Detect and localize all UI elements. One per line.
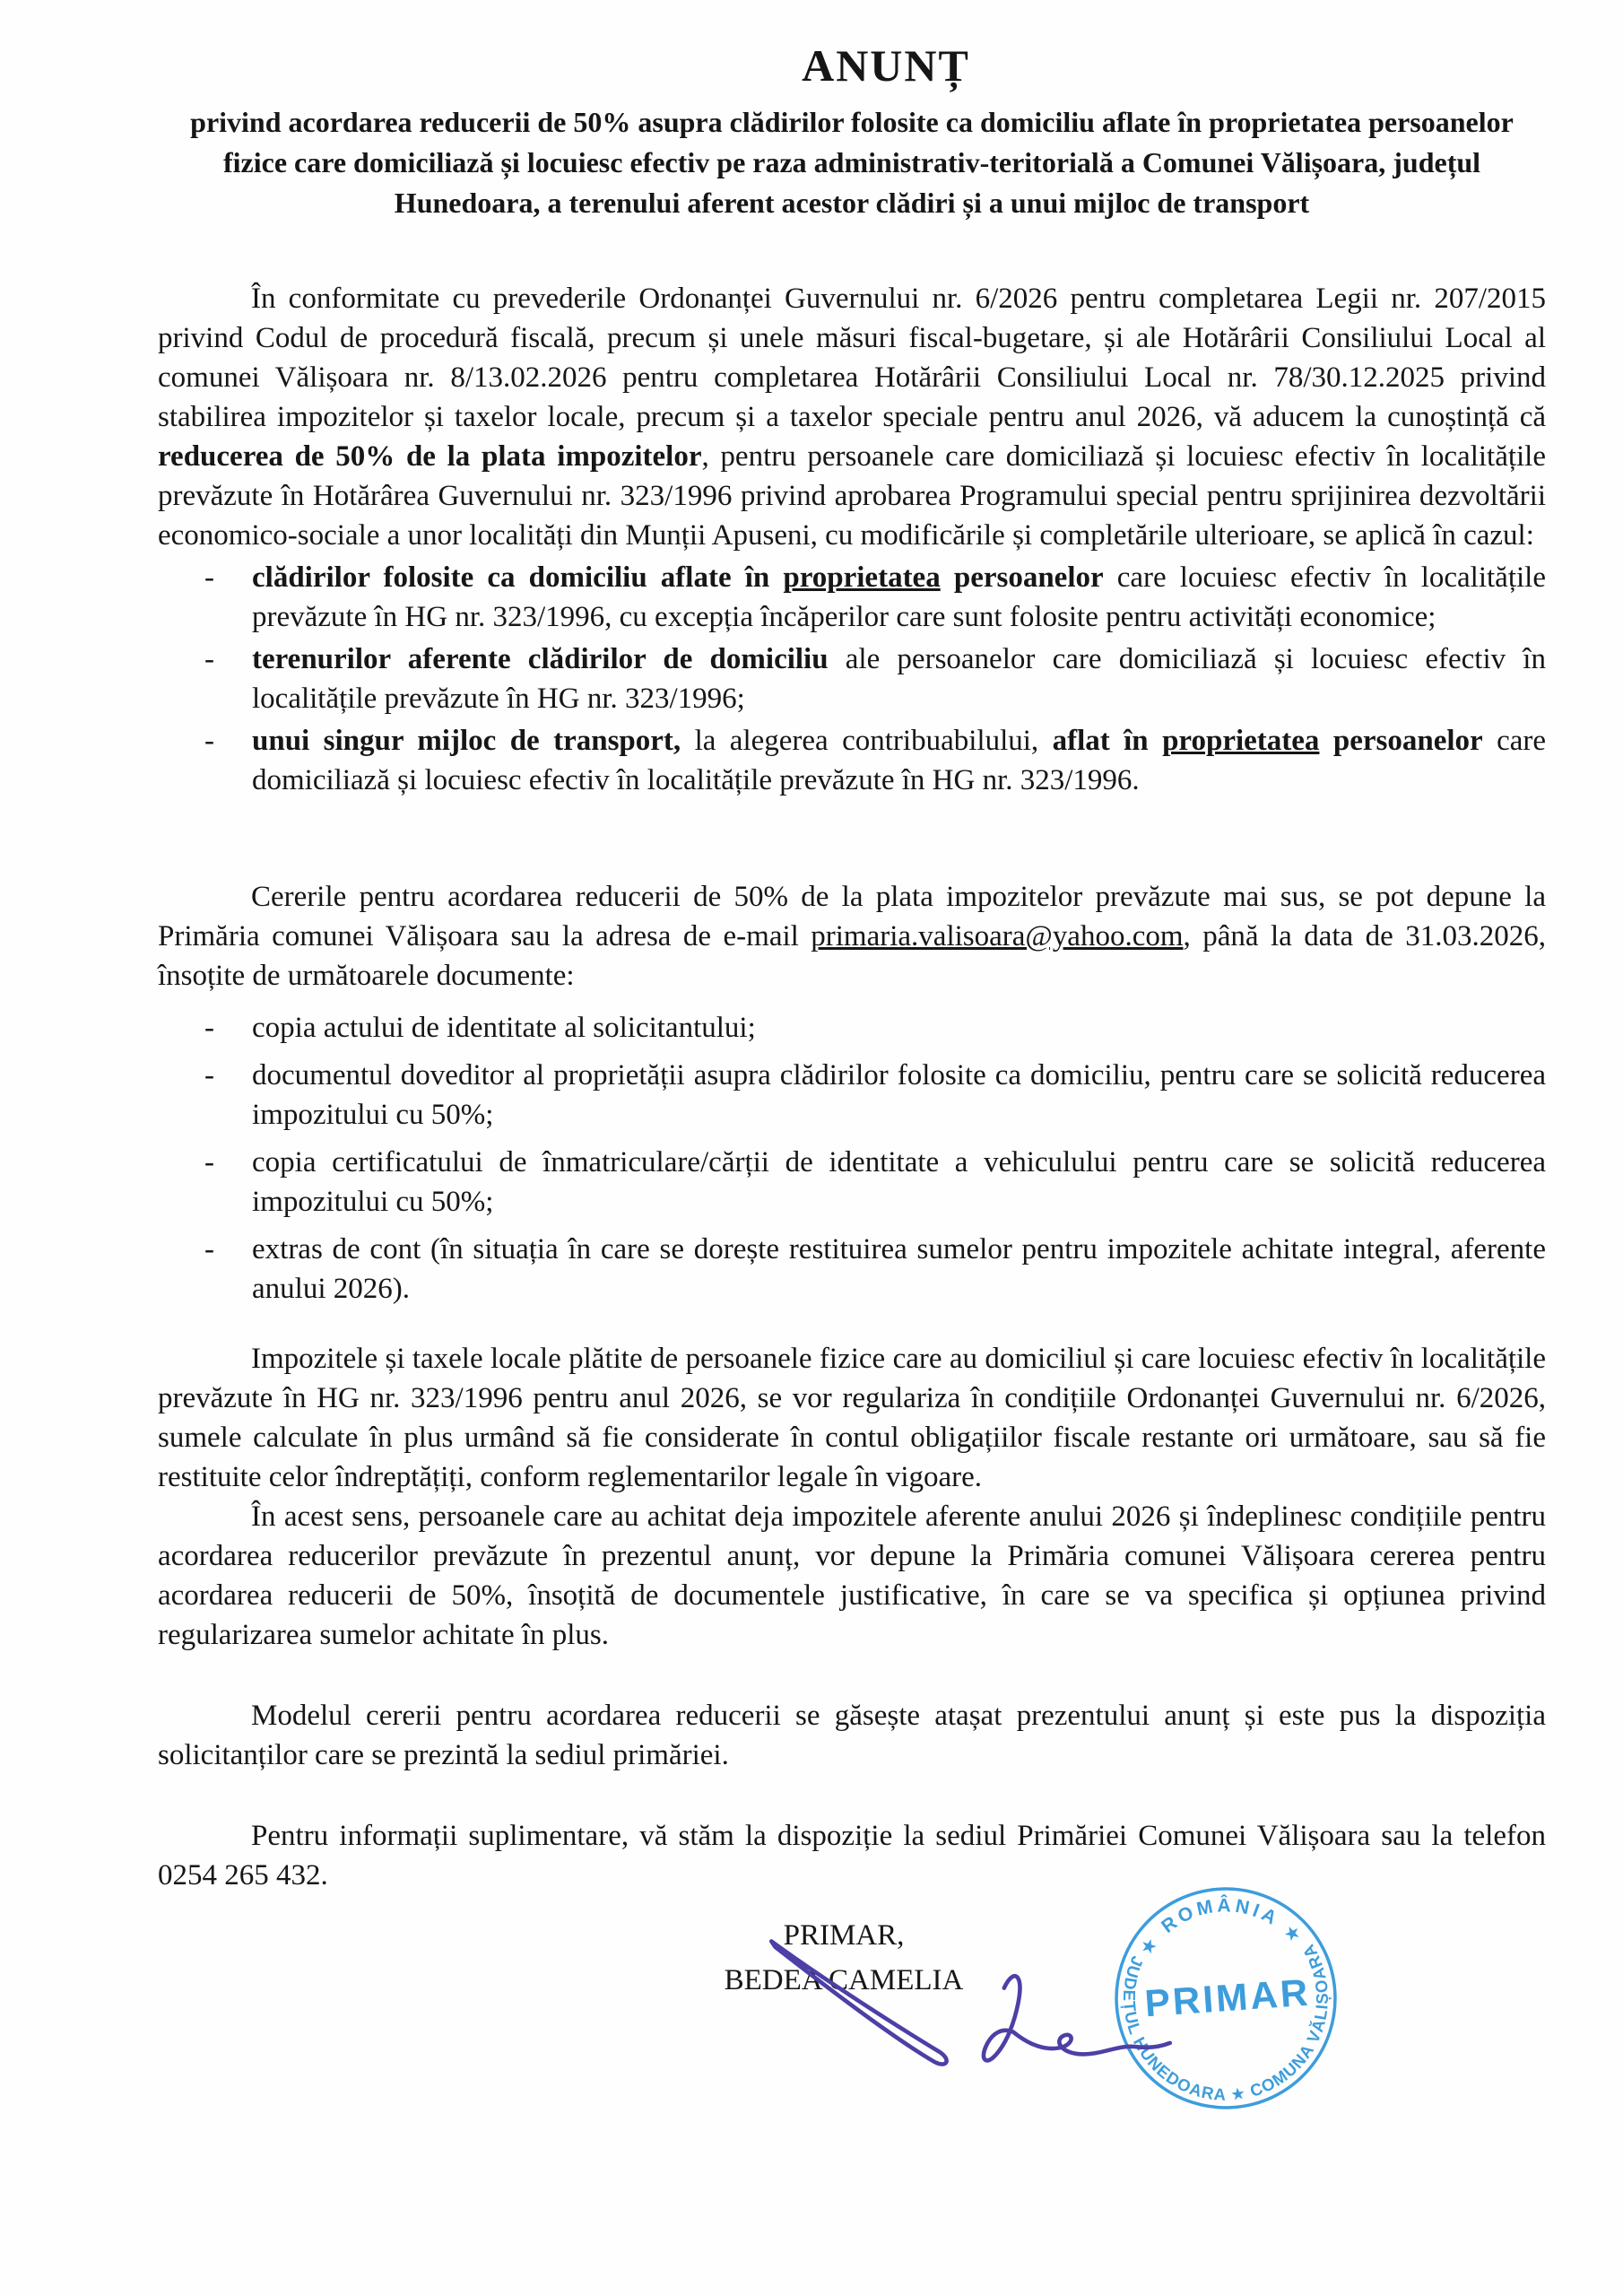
- list-item-vehicle-certificate: [158, 1143, 1546, 1222]
- document-content: [158, 39, 1546, 2284]
- case-text: ale persoanelor care domiciliază și locuiesc efectiv în localitățile prevăzute în HG nr. 323/1996;: [252, 643, 1546, 715]
- email-address: primaria.valisoara@yahoo.com: [811, 920, 1184, 952]
- signature-stroke: [771, 1942, 946, 2065]
- case-text: care domiciliază și locuiesc efectiv în localitățile prevăzute în HG nr. 323/1996.: [252, 725, 1546, 796]
- intro-highlight: reducerea de 50% de la plata impozitelor: [158, 440, 702, 473]
- list-item-vehicle: [158, 721, 1546, 800]
- case-text: care locuiesc efectiv în localitățile prevăzute în HG nr. 323/1996, cu excepția încăperilor care sunt folosite pentru activități economice;: [252, 561, 1546, 633]
- list-item-text: [252, 721, 1546, 800]
- list-item-buildings: [158, 558, 1546, 637]
- list-item-text: [252, 639, 1546, 718]
- list-marker: -: [204, 725, 214, 757]
- intro-text-tail: , pentru persoanele care domiciliază și locuiesc efectiv în localitățile prevăzute în Hotărârea Guvernului nr. 323/1996 privind aprobarea Programului special pentru sprijinirea dezvoltării economico-sociale a unor localități din Munții Apuseni, cu modificările și completările ulterioare, se aplică în cazul:: [158, 440, 1546, 552]
- case-text-bold: aflat în: [1052, 725, 1163, 757]
- stamp-country-text: ★ ROMÂNIA ★: [1135, 1895, 1308, 1960]
- document-subtitle: privind acordarea reducerii de 50% asupra clădirilor folosite ca domiciliu aflate în proprietatea persoanelor fizice care domiciliază și locuiesc efectiv pe raza administrativ-teritorială a Comunei Vălișoara, județul Hunedoara, a terenului aferent acestor clădiri și a unui mijloc de transport: [190, 106, 1514, 219]
- case-text-bold: terenurilor aferente clădirilor de domiciliu: [252, 643, 829, 675]
- eligibility-list: [158, 558, 1546, 800]
- requests-text-tail: , până la data de 31.03.2026, însoțite de următoarele documente:: [158, 920, 1547, 992]
- list-item-land: [158, 639, 1546, 718]
- requests-text: Cererile pentru acordarea reducerii de 50% de la plata impozitelor prevăzute mai sus, se pot depune la Primăria comunei Vălișoara sau la adresa de e-mail: [158, 881, 1546, 952]
- list-marker: -: [204, 1059, 214, 1091]
- signature-name: BEDEA CAMELIA: [724, 1964, 964, 1996]
- list-item-id-copy: [158, 1008, 1546, 1048]
- signature-stroke: [1013, 2032, 1170, 2055]
- list-item-text: copia certificatului de înmatriculare/cărții de identitate a vehiculului pentru care se solicită reducerea impozitului cu 50%;: [252, 1146, 1546, 1218]
- signature-role: PRIMAR,: [783, 1919, 905, 1952]
- stamp-county-commune-text: JUDEȚUL HUNEDOARA ★ COMUNA VĂLIȘOARA: [1119, 1940, 1332, 2105]
- case-text: la alegerea contribuabilului,: [681, 725, 1053, 757]
- list-item-text: extras de cont (în situația în care se dorește restituirea sumelor pentru impozitele achitate integral, aferente anului 2026).: [252, 1233, 1546, 1305]
- list-item-text: documentul doveditor al proprietății asupra clădirilor folosite ca domiciliu, pentru care se solicită reducerea impozitului cu 50%;: [252, 1059, 1546, 1131]
- intro-text: În conformitate cu prevederile Ordonanței Guvernului nr. 6/2026 pentru completarea Legii nr. 207/2015 privind Codul de procedură fiscală, precum și unele măsuri fiscal-bugetare, și ale Hotărârii Consiliului Local al comunei Vălișoara nr. 8/13.02.2026 pentru completarea Hotărârii Consiliului Local nr. 78/30.12.2025 privind stabilirea impozitelor și taxelor locale, precum și a taxelor speciale pentru anul 2026, vă aducem la cunoștință că: [158, 283, 1546, 433]
- list-item-text: copia actului de identitate al solicitantului;: [252, 1012, 756, 1044]
- stamp-center-text: PRIMAR: [1143, 1970, 1312, 2025]
- signature-stroke: [984, 1976, 1020, 2060]
- case-text-underline: proprietatea: [783, 561, 941, 594]
- list-marker: -: [204, 1012, 214, 1044]
- paragraph-contact: Pentru informații suplimentare, vă stăm la dispoziție la sediul Primăriei Comunei Vălișoara sau la telefon 0254 265 432.: [158, 1820, 1546, 1892]
- case-text-bold: persoanelor: [1319, 725, 1483, 757]
- paragraph-already-paid: În acest sens, persoanele care au achitat deja impozitele aferente anului 2026 și îndeplinesc condițiile pentru acordarea reducerilor prevăzute în prezentul anunț, vor depune la Primăria comunei Vălișoara cererea pentru acordarea reducerii de 50%, însoțită de documentele justificative, în care se va specifica și opțiunea privind regularizarea sumelor achitate în plus.: [158, 1500, 1546, 1651]
- list-item-text: [252, 558, 1546, 637]
- signature-area: [158, 1895, 1546, 2284]
- page-title: ANUNȚ: [802, 40, 970, 91]
- list-item-bank-statement: [158, 1230, 1546, 1309]
- list-marker: -: [204, 1233, 214, 1265]
- case-text-bold: clădirilor folosite ca domiciliu aflate în: [252, 561, 784, 594]
- handwritten-signature: [760, 1933, 1182, 2076]
- documents-list: [158, 1008, 1546, 1309]
- case-text-bold: persoanelor: [940, 561, 1104, 594]
- intro-paragraph: [158, 279, 1546, 555]
- requests-paragraph: [158, 877, 1546, 996]
- paragraph-request-model: Modelul cererii pentru acordarea reducerii se găsește atașat prezentului anunț și este pus la dispoziția solicitanților care se prezintă la sediul primăriei.: [158, 1700, 1546, 1771]
- list-marker: -: [204, 561, 214, 594]
- paragraph-regularization: Impozitele și taxele locale plătite de persoanele fizice care au domiciliul și care locuiesc efectiv în localitățile prevăzute în HG nr. 323/1996 pentru anul 2026, se vor regulariza în condițiile Ordonanței Guvernului nr. 6/2026, sumele calculate în plus urmând să fie considerate în contul obligațiilor fiscale restante ori următoare, sau să fie restituite celor îndreptățiți, conform reglementarilor legale în vigoare.: [158, 1343, 1546, 1493]
- list-marker: -: [204, 1146, 214, 1178]
- list-marker: -: [204, 643, 214, 675]
- case-text-underline: proprietatea: [1162, 725, 1320, 757]
- list-item-property-proof: [158, 1056, 1546, 1135]
- case-text-bold: unui singur mijloc de transport,: [252, 725, 681, 757]
